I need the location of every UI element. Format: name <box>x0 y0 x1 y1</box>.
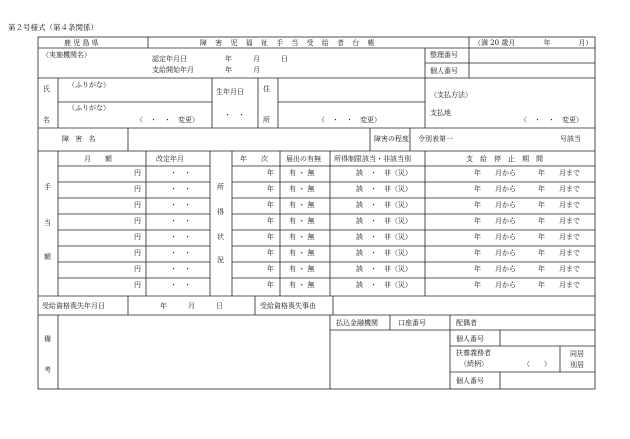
income-limit-applicable[interactable]: 該 ・ 非（災） <box>356 201 412 209</box>
address-change-field[interactable]: （ ・ ・ 変更） <box>318 116 381 124</box>
allowance-side-label-2: 当 <box>44 219 51 227</box>
suspension-from-field[interactable]: 年 月から <box>474 169 516 177</box>
name-furigana-label: （ふりがな） <box>68 81 110 89</box>
report-yes-no[interactable]: 有 ・ 無 <box>289 281 315 289</box>
monthly-amount-yen: 円 <box>134 217 141 225</box>
payment-start-field[interactable]: 年 月 <box>225 66 260 74</box>
allowance-side-label-1: 手 <box>44 183 51 191</box>
report-yes-no[interactable]: 有 ・ 無 <box>289 249 315 257</box>
name-kanji-furigana-label: （ふりがな） <box>68 104 110 112</box>
revision-date-field[interactable]: ・ ・ <box>170 217 191 225</box>
form-number-label: 第２号様式（第４条関係） <box>8 23 98 32</box>
revision-date-field[interactable]: ・ ・ <box>170 233 191 241</box>
certification-date-label: 認定年月日 <box>152 55 187 63</box>
birth-date-label: 生年月日 <box>216 88 244 96</box>
cohabit-label: 同居 <box>570 350 584 358</box>
suspension-from-field[interactable]: 年 月から <box>474 217 516 225</box>
loss-date-label: 受給資格喪失年月日 <box>42 302 105 310</box>
suspension-from-field[interactable]: 年 月から <box>474 185 516 193</box>
revision-date-field[interactable]: ・ ・ <box>170 249 191 257</box>
report-yes-no[interactable]: 有 ・ 無 <box>289 233 315 241</box>
income-limit-applicable[interactable]: 該 ・ 非（災） <box>356 169 412 177</box>
suspension-from-field[interactable]: 年 月から <box>474 265 516 273</box>
income-limit-applicable[interactable]: 該 ・ 非（災） <box>356 217 412 225</box>
payment-method-label: （支払方法） <box>430 91 472 99</box>
suspension-period-header: 支 給 停 止 期 間 <box>466 155 543 163</box>
relation-field[interactable]: （ ） <box>523 360 551 368</box>
ledger-title: 障 害 児 福 祉 手 当 受 給 者 台 帳 <box>200 39 378 47</box>
report-yes-no[interactable]: 有 ・ 無 <box>289 169 315 177</box>
monthly-amount-header: 月 額 <box>84 155 112 163</box>
monthly-amount-yen: 円 <box>134 265 141 273</box>
monthly-amount-yen: 円 <box>134 185 141 193</box>
report-status-header: 届出の有無 <box>286 155 321 163</box>
suspension-until-field[interactable]: 年 月まで <box>538 201 580 209</box>
separate-label: 別居 <box>570 361 584 369</box>
report-yes-no[interactable]: 有 ・ 無 <box>289 265 315 273</box>
name-label-upper: 氏 <box>43 85 50 93</box>
suspension-from-field[interactable]: 年 月から <box>474 233 516 241</box>
monthly-amount-yen: 円 <box>134 169 141 177</box>
suspension-until-field[interactable]: 年 月まで <box>538 185 580 193</box>
loss-date-field[interactable]: 年 月 日 <box>160 302 223 310</box>
revision-date-field[interactable]: ・ ・ <box>170 265 191 273</box>
suspension-until-field[interactable]: 年 月まで <box>538 217 580 225</box>
suspension-until-field[interactable]: 年 月まで <box>538 249 580 257</box>
birth-date-field[interactable]: ・ ・ <box>224 111 245 119</box>
name-label-lower: 名 <box>43 116 50 124</box>
disability-name-label: 障 害 名 <box>62 135 98 143</box>
spouse-label: 配偶者 <box>456 319 477 327</box>
income-year-field[interactable]: 年 <box>267 185 274 193</box>
address-label-upper: 住 <box>263 85 270 93</box>
certification-date-field[interactable]: 年 月 日 <box>225 55 288 63</box>
revision-month-header: 改定年月 <box>156 155 184 163</box>
year-header: 年 次 <box>240 155 268 163</box>
report-yes-no[interactable]: 有 ・ 無 <box>289 217 315 225</box>
monthly-amount-yen: 円 <box>134 233 141 241</box>
income-year-field[interactable]: 年 <box>267 217 274 225</box>
report-yes-no[interactable]: 有 ・ 無 <box>289 185 315 193</box>
ledger-number-label: 整理番号 <box>430 51 458 59</box>
remarks-label-2: 考 <box>44 366 51 374</box>
income-status-label-4: 況 <box>217 256 224 264</box>
income-year-field[interactable]: 年 <box>267 249 274 257</box>
suspension-from-field[interactable]: 年 月から <box>474 201 516 209</box>
suspension-until-field[interactable]: 年 月まで <box>538 265 580 273</box>
income-status-label-1: 所 <box>217 183 224 191</box>
revision-date-field[interactable]: ・ ・ <box>170 281 191 289</box>
account-number-label: 口座番号 <box>398 319 426 327</box>
income-limit-applicable[interactable]: 該 ・ 非（災） <box>356 233 412 241</box>
item-applicable-label: 号該当 <box>560 135 581 143</box>
income-status-label-3: 状 <box>217 233 224 241</box>
loss-reason-label: 受給資格喪失事由 <box>260 302 316 310</box>
agency-name-label: （実施機関名） <box>42 51 91 59</box>
name-change-field[interactable]: （ ・ ・ 変更） <box>136 116 199 124</box>
income-limit-applicable[interactable]: 該 ・ 非（災） <box>356 185 412 193</box>
schedule-reference-label: 令別表第一 <box>418 135 453 143</box>
allowance-side-label-3: 額 <box>44 253 51 261</box>
dependent-label: 扶養義務者 <box>456 349 491 357</box>
relation-label: （続柄） <box>460 360 488 368</box>
report-yes-no[interactable]: 有 ・ 無 <box>289 201 315 209</box>
suspension-until-field[interactable]: 年 月まで <box>538 233 580 241</box>
monthly-amount-yen: 円 <box>134 281 141 289</box>
suspension-until-field[interactable]: 年 月まで <box>538 281 580 289</box>
personal-number-label: 個人番号 <box>430 67 458 75</box>
prefecture-name: 鹿 児 島 県 <box>64 39 99 47</box>
remarks-label-1: 備 <box>44 335 51 343</box>
spouse-personal-number-label: 個人番号 <box>456 335 484 343</box>
address-label-lower: 所 <box>263 116 270 124</box>
dependent-personal-number-label: 個人番号 <box>456 377 484 385</box>
monthly-amount-yen: 円 <box>134 249 141 257</box>
monthly-amount-yen: 円 <box>134 201 141 209</box>
income-limit-applicable[interactable]: 該 ・ 非（災） <box>356 281 412 289</box>
suspension-from-field[interactable]: 年 月から <box>474 281 516 289</box>
suspension-from-field[interactable]: 年 月から <box>474 249 516 257</box>
revision-date-field[interactable]: ・ ・ <box>170 185 191 193</box>
income-year-field[interactable]: 年 <box>267 201 274 209</box>
payment-change-field[interactable]: （ ・ ・ 変更） <box>520 116 583 124</box>
income-year-field[interactable]: 年 <box>267 281 274 289</box>
income-status-label-2: 得 <box>217 208 224 216</box>
revision-date-field[interactable]: ・ ・ <box>170 169 191 177</box>
revision-date-field[interactable]: ・ ・ <box>170 201 191 209</box>
income-year-field[interactable]: 年 <box>267 169 274 177</box>
income-limit-header: 所得制限該当・非該当別 <box>334 155 411 163</box>
suspension-until-field[interactable]: 年 月まで <box>538 169 580 177</box>
bank-label: 払込金融機関 <box>336 319 378 327</box>
payment-place-label: 支払地 <box>430 109 451 117</box>
income-limit-applicable[interactable]: 該 ・ 非（災） <box>356 249 412 257</box>
disability-degree-label: 障害の程度 <box>374 135 409 143</box>
income-year-field[interactable]: 年 <box>267 233 274 241</box>
age-20-field[interactable]: （満 20 歳月 年 月） <box>474 39 593 47</box>
income-year-field[interactable]: 年 <box>267 265 274 273</box>
income-limit-applicable[interactable]: 該 ・ 非（災） <box>356 265 412 273</box>
payment-start-label: 支給開始年月 <box>152 66 194 74</box>
